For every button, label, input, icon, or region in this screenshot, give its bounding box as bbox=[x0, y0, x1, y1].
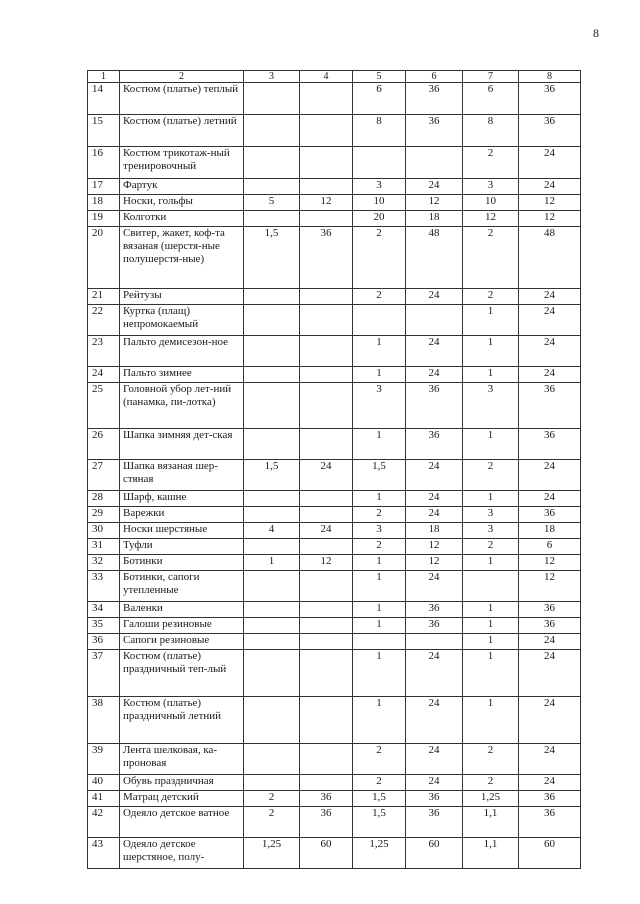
value-cell-col-4 bbox=[300, 336, 353, 367]
value-cell-col-5: 6 bbox=[353, 83, 406, 115]
value-cell-col-6: 24 bbox=[406, 179, 463, 195]
value-cell-col-6: 12 bbox=[406, 539, 463, 555]
table-row bbox=[88, 634, 581, 650]
row-number-cell: 38 bbox=[88, 697, 120, 744]
table-row bbox=[88, 491, 581, 507]
value-cell-col-8: 24 bbox=[519, 744, 581, 775]
value-cell-col-4: 36 bbox=[300, 791, 353, 807]
value-cell-col-6: 24 bbox=[406, 775, 463, 791]
value-cell-col-6: 36 bbox=[406, 618, 463, 634]
item-name-cell: Ботинки bbox=[120, 555, 244, 571]
table-row bbox=[88, 227, 581, 289]
value-cell-col-5: 1,5 bbox=[353, 807, 406, 838]
value-cell-col-3 bbox=[244, 775, 300, 791]
value-cell-col-3 bbox=[244, 491, 300, 507]
value-cell-col-4 bbox=[300, 571, 353, 602]
value-cell-col-4 bbox=[300, 383, 353, 429]
value-cell-col-7: 1,25 bbox=[463, 791, 519, 807]
item-name-cell: Ботинки, сапоги утепленные bbox=[120, 571, 244, 602]
table-row bbox=[88, 555, 581, 571]
value-cell-col-8: 6 bbox=[519, 539, 581, 555]
value-cell-col-7: 1,1 bbox=[463, 838, 519, 869]
value-cell-col-8: 48 bbox=[519, 227, 581, 289]
value-cell-col-6: 12 bbox=[406, 195, 463, 211]
value-cell-col-5 bbox=[353, 305, 406, 336]
value-cell-col-7 bbox=[463, 571, 519, 602]
value-cell-col-6: 24 bbox=[406, 367, 463, 383]
value-cell-col-3: 4 bbox=[244, 523, 300, 539]
value-cell-col-7: 1 bbox=[463, 618, 519, 634]
value-cell-col-4 bbox=[300, 211, 353, 227]
table-row bbox=[88, 83, 581, 115]
value-cell-col-5: 1,5 bbox=[353, 460, 406, 491]
value-cell-col-4: 12 bbox=[300, 195, 353, 211]
value-cell-col-4 bbox=[300, 115, 353, 147]
value-cell-col-3 bbox=[244, 507, 300, 523]
header-cell-4: 4 bbox=[300, 71, 353, 83]
value-cell-col-7: 2 bbox=[463, 227, 519, 289]
value-cell-col-7: 2 bbox=[463, 744, 519, 775]
row-number-cell: 22 bbox=[88, 305, 120, 336]
item-name-cell: Матрац детский bbox=[120, 791, 244, 807]
item-name-cell: Костюм трикотаж-ный тренировочный bbox=[120, 147, 244, 179]
value-cell-col-5: 1,25 bbox=[353, 838, 406, 869]
value-cell-col-3 bbox=[244, 305, 300, 336]
table-row bbox=[88, 523, 581, 539]
header-row bbox=[88, 71, 581, 83]
value-cell-col-6: 36 bbox=[406, 383, 463, 429]
row-number-cell: 29 bbox=[88, 507, 120, 523]
value-cell-col-7: 2 bbox=[463, 775, 519, 791]
value-cell-col-5: 2 bbox=[353, 227, 406, 289]
table-row bbox=[88, 602, 581, 618]
value-cell-col-5: 1 bbox=[353, 367, 406, 383]
value-cell-col-3 bbox=[244, 336, 300, 367]
row-number-cell: 23 bbox=[88, 336, 120, 367]
value-cell-col-5: 2 bbox=[353, 539, 406, 555]
value-cell-col-3 bbox=[244, 697, 300, 744]
item-name-cell: Рейтузы bbox=[120, 289, 244, 305]
value-cell-col-4 bbox=[300, 744, 353, 775]
row-number-cell: 17 bbox=[88, 179, 120, 195]
table-row bbox=[88, 838, 581, 869]
table-row bbox=[88, 744, 581, 775]
value-cell-col-3 bbox=[244, 571, 300, 602]
value-cell-col-6: 36 bbox=[406, 83, 463, 115]
row-number-cell: 21 bbox=[88, 289, 120, 305]
value-cell-col-5: 3 bbox=[353, 179, 406, 195]
value-cell-col-4 bbox=[300, 491, 353, 507]
row-number-cell: 14 bbox=[88, 83, 120, 115]
header-cell-7: 7 bbox=[463, 71, 519, 83]
item-name-cell: Туфли bbox=[120, 539, 244, 555]
row-number-cell: 36 bbox=[88, 634, 120, 650]
value-cell-col-6: 36 bbox=[406, 602, 463, 618]
row-number-cell: 16 bbox=[88, 147, 120, 179]
value-cell-col-8: 36 bbox=[519, 791, 581, 807]
value-cell-col-8: 24 bbox=[519, 650, 581, 697]
value-cell-col-7: 10 bbox=[463, 195, 519, 211]
value-cell-col-4 bbox=[300, 697, 353, 744]
row-number-cell: 24 bbox=[88, 367, 120, 383]
table-row bbox=[88, 650, 581, 697]
value-cell-col-8: 36 bbox=[519, 429, 581, 460]
row-number-cell: 43 bbox=[88, 838, 120, 869]
value-cell-col-5 bbox=[353, 634, 406, 650]
value-cell-col-4 bbox=[300, 83, 353, 115]
table-row bbox=[88, 571, 581, 602]
value-cell-col-5: 3 bbox=[353, 523, 406, 539]
table-row bbox=[88, 775, 581, 791]
value-cell-col-5 bbox=[353, 147, 406, 179]
item-name-cell: Свитер, жакет, коф-та вязаная (шерстя-ные полушерстя-ные) bbox=[120, 227, 244, 289]
row-number-cell: 18 bbox=[88, 195, 120, 211]
item-name-cell: Костюм (платье) теплый bbox=[120, 83, 244, 115]
value-cell-col-4: 36 bbox=[300, 807, 353, 838]
value-cell-col-8: 18 bbox=[519, 523, 581, 539]
value-cell-col-8: 12 bbox=[519, 571, 581, 602]
value-cell-col-3 bbox=[244, 83, 300, 115]
value-cell-col-8: 24 bbox=[519, 305, 581, 336]
value-cell-col-8: 24 bbox=[519, 336, 581, 367]
value-cell-col-6: 36 bbox=[406, 115, 463, 147]
value-cell-col-5: 1 bbox=[353, 697, 406, 744]
value-cell-col-8: 36 bbox=[519, 618, 581, 634]
item-name-cell: Головной убор лет-ний (панамка, пи-лотка) bbox=[120, 383, 244, 429]
item-name-cell: Фартук bbox=[120, 179, 244, 195]
value-cell-col-5: 2 bbox=[353, 775, 406, 791]
row-number-cell: 26 bbox=[88, 429, 120, 460]
value-cell-col-3 bbox=[244, 429, 300, 460]
value-cell-col-7: 1 bbox=[463, 429, 519, 460]
value-cell-col-4 bbox=[300, 367, 353, 383]
value-cell-col-8: 36 bbox=[519, 807, 581, 838]
table-row bbox=[88, 289, 581, 305]
value-cell-col-6: 24 bbox=[406, 336, 463, 367]
value-cell-col-6: 60 bbox=[406, 838, 463, 869]
item-name-cell: Обувь праздничная bbox=[120, 775, 244, 791]
value-cell-col-8: 60 bbox=[519, 838, 581, 869]
value-cell-col-7: 2 bbox=[463, 147, 519, 179]
value-cell-col-7: 3 bbox=[463, 507, 519, 523]
value-cell-col-4 bbox=[300, 602, 353, 618]
value-cell-col-7: 1 bbox=[463, 336, 519, 367]
value-cell-col-4 bbox=[300, 429, 353, 460]
item-name-cell: Колготки bbox=[120, 211, 244, 227]
value-cell-col-5: 1,5 bbox=[353, 791, 406, 807]
table-row bbox=[88, 336, 581, 367]
value-cell-col-6: 24 bbox=[406, 491, 463, 507]
item-name-cell: Одеяло детское шерстяное, полу- bbox=[120, 838, 244, 869]
value-cell-col-4: 60 bbox=[300, 838, 353, 869]
item-name-cell: Шапка зимняя дет-ская bbox=[120, 429, 244, 460]
item-name-cell: Костюм (платье) праздничный летний bbox=[120, 697, 244, 744]
value-cell-col-4 bbox=[300, 634, 353, 650]
value-cell-col-8: 12 bbox=[519, 211, 581, 227]
row-number-cell: 27 bbox=[88, 460, 120, 491]
value-cell-col-7: 3 bbox=[463, 523, 519, 539]
value-cell-col-4 bbox=[300, 650, 353, 697]
value-cell-col-7: 1 bbox=[463, 697, 519, 744]
value-cell-col-7: 1 bbox=[463, 602, 519, 618]
value-cell-col-6 bbox=[406, 147, 463, 179]
value-cell-col-6: 24 bbox=[406, 744, 463, 775]
item-name-cell: Одеяло детское ватное bbox=[120, 807, 244, 838]
row-number-cell: 31 bbox=[88, 539, 120, 555]
row-number-cell: 35 bbox=[88, 618, 120, 634]
value-cell-col-8: 12 bbox=[519, 195, 581, 211]
value-cell-col-5: 1 bbox=[353, 571, 406, 602]
value-cell-col-7: 1 bbox=[463, 305, 519, 336]
value-cell-col-6: 18 bbox=[406, 523, 463, 539]
row-number-cell: 37 bbox=[88, 650, 120, 697]
value-cell-col-6: 24 bbox=[406, 571, 463, 602]
value-cell-col-8: 36 bbox=[519, 383, 581, 429]
value-cell-col-5: 3 bbox=[353, 383, 406, 429]
row-number-cell: 32 bbox=[88, 555, 120, 571]
value-cell-col-6: 36 bbox=[406, 791, 463, 807]
value-cell-col-7: 1 bbox=[463, 491, 519, 507]
value-cell-col-5: 10 bbox=[353, 195, 406, 211]
value-cell-col-6: 24 bbox=[406, 507, 463, 523]
value-cell-col-7: 8 bbox=[463, 115, 519, 147]
row-number-cell: 20 bbox=[88, 227, 120, 289]
clothing-norms-table bbox=[87, 70, 581, 869]
value-cell-col-7: 1 bbox=[463, 555, 519, 571]
row-number-cell: 15 bbox=[88, 115, 120, 147]
table-row bbox=[88, 179, 581, 195]
table-row bbox=[88, 383, 581, 429]
item-name-cell: Шарф, кашне bbox=[120, 491, 244, 507]
value-cell-col-5: 1 bbox=[353, 650, 406, 697]
value-cell-col-5: 2 bbox=[353, 744, 406, 775]
value-cell-col-3: 1,25 bbox=[244, 838, 300, 869]
value-cell-col-4 bbox=[300, 775, 353, 791]
row-number-cell: 41 bbox=[88, 791, 120, 807]
table-row bbox=[88, 460, 581, 491]
value-cell-col-4 bbox=[300, 618, 353, 634]
value-cell-col-3 bbox=[244, 179, 300, 195]
value-cell-col-3: 2 bbox=[244, 791, 300, 807]
value-cell-col-6: 36 bbox=[406, 807, 463, 838]
value-cell-col-3: 2 bbox=[244, 807, 300, 838]
value-cell-col-3 bbox=[244, 147, 300, 179]
item-name-cell: Галоши резиновые bbox=[120, 618, 244, 634]
value-cell-col-3 bbox=[244, 367, 300, 383]
table-row bbox=[88, 367, 581, 383]
value-cell-col-4: 12 bbox=[300, 555, 353, 571]
row-number-cell: 34 bbox=[88, 602, 120, 618]
value-cell-col-7: 6 bbox=[463, 83, 519, 115]
value-cell-col-5: 1 bbox=[353, 429, 406, 460]
value-cell-col-3 bbox=[244, 289, 300, 305]
table-row bbox=[88, 618, 581, 634]
page-number: 8 bbox=[593, 26, 599, 40]
value-cell-col-5: 8 bbox=[353, 115, 406, 147]
row-number-cell: 40 bbox=[88, 775, 120, 791]
value-cell-col-5: 2 bbox=[353, 507, 406, 523]
value-cell-col-7: 2 bbox=[463, 289, 519, 305]
value-cell-col-7: 3 bbox=[463, 383, 519, 429]
value-cell-col-8: 24 bbox=[519, 367, 581, 383]
value-cell-col-8: 36 bbox=[519, 115, 581, 147]
value-cell-col-5: 1 bbox=[353, 555, 406, 571]
item-name-cell: Пальто зимнее bbox=[120, 367, 244, 383]
value-cell-col-3 bbox=[244, 211, 300, 227]
item-name-cell: Носки шерстяные bbox=[120, 523, 244, 539]
table-row bbox=[88, 791, 581, 807]
value-cell-col-7: 1 bbox=[463, 650, 519, 697]
item-name-cell: Пальто демисезон-ное bbox=[120, 336, 244, 367]
value-cell-col-3 bbox=[244, 539, 300, 555]
table-row bbox=[88, 507, 581, 523]
value-cell-col-6 bbox=[406, 634, 463, 650]
value-cell-col-8: 24 bbox=[519, 460, 581, 491]
header-cell-1: 1 bbox=[88, 71, 120, 83]
value-cell-col-4 bbox=[300, 147, 353, 179]
value-cell-col-4 bbox=[300, 305, 353, 336]
row-number-cell: 19 bbox=[88, 211, 120, 227]
row-number-cell: 42 bbox=[88, 807, 120, 838]
value-cell-col-7: 1 bbox=[463, 367, 519, 383]
value-cell-col-6: 48 bbox=[406, 227, 463, 289]
value-cell-col-8: 36 bbox=[519, 602, 581, 618]
value-cell-col-6 bbox=[406, 305, 463, 336]
header-cell-8: 8 bbox=[519, 71, 581, 83]
value-cell-col-5: 1 bbox=[353, 491, 406, 507]
value-cell-col-4: 36 bbox=[300, 227, 353, 289]
header-cell-2: 2 bbox=[120, 71, 244, 83]
value-cell-col-3 bbox=[244, 383, 300, 429]
value-cell-col-5: 2 bbox=[353, 289, 406, 305]
table-row bbox=[88, 211, 581, 227]
value-cell-col-7: 1,1 bbox=[463, 807, 519, 838]
value-cell-col-7: 1 bbox=[463, 634, 519, 650]
table-row bbox=[88, 429, 581, 460]
value-cell-col-4 bbox=[300, 539, 353, 555]
item-name-cell: Варежки bbox=[120, 507, 244, 523]
value-cell-col-8: 24 bbox=[519, 775, 581, 791]
table-row bbox=[88, 195, 581, 211]
value-cell-col-3 bbox=[244, 602, 300, 618]
table-row bbox=[88, 305, 581, 336]
value-cell-col-7: 2 bbox=[463, 460, 519, 491]
value-cell-col-4: 24 bbox=[300, 523, 353, 539]
value-cell-col-7: 12 bbox=[463, 211, 519, 227]
value-cell-col-6: 36 bbox=[406, 429, 463, 460]
item-name-cell: Носки, гольфы bbox=[120, 195, 244, 211]
value-cell-col-5: 20 bbox=[353, 211, 406, 227]
value-cell-col-7: 3 bbox=[463, 179, 519, 195]
value-cell-col-8: 24 bbox=[519, 147, 581, 179]
item-name-cell: Лента шелковая, ка-проновая bbox=[120, 744, 244, 775]
table-row bbox=[88, 147, 581, 179]
row-number-cell: 39 bbox=[88, 744, 120, 775]
value-cell-col-3 bbox=[244, 650, 300, 697]
row-number-cell: 25 bbox=[88, 383, 120, 429]
value-cell-col-8: 24 bbox=[519, 179, 581, 195]
header-cell-6: 6 bbox=[406, 71, 463, 83]
value-cell-col-3: 1 bbox=[244, 555, 300, 571]
row-number-cell: 33 bbox=[88, 571, 120, 602]
value-cell-col-6: 12 bbox=[406, 555, 463, 571]
value-cell-col-6: 24 bbox=[406, 650, 463, 697]
value-cell-col-8: 36 bbox=[519, 507, 581, 523]
item-name-cell: Сапоги резиновые bbox=[120, 634, 244, 650]
item-name-cell: Валенки bbox=[120, 602, 244, 618]
value-cell-col-5: 1 bbox=[353, 618, 406, 634]
table-row bbox=[88, 539, 581, 555]
row-number-cell: 30 bbox=[88, 523, 120, 539]
header-cell-5: 5 bbox=[353, 71, 406, 83]
value-cell-col-8: 24 bbox=[519, 491, 581, 507]
value-cell-col-6: 24 bbox=[406, 460, 463, 491]
value-cell-col-4 bbox=[300, 179, 353, 195]
value-cell-col-3 bbox=[244, 115, 300, 147]
value-cell-col-4: 24 bbox=[300, 460, 353, 491]
item-name-cell: Шапка вязаная шер-стяная bbox=[120, 460, 244, 491]
value-cell-col-3: 1,5 bbox=[244, 460, 300, 491]
value-cell-col-8: 12 bbox=[519, 555, 581, 571]
table-row bbox=[88, 807, 581, 838]
value-cell-col-4 bbox=[300, 507, 353, 523]
value-cell-col-4 bbox=[300, 289, 353, 305]
table-row bbox=[88, 697, 581, 744]
value-cell-col-8: 24 bbox=[519, 634, 581, 650]
value-cell-col-8: 24 bbox=[519, 697, 581, 744]
value-cell-col-3 bbox=[244, 744, 300, 775]
item-name-cell: Костюм (платье) праздничный теп-лый bbox=[120, 650, 244, 697]
value-cell-col-6: 24 bbox=[406, 289, 463, 305]
value-cell-col-3: 1,5 bbox=[244, 227, 300, 289]
value-cell-col-3 bbox=[244, 634, 300, 650]
value-cell-col-3 bbox=[244, 618, 300, 634]
table-row bbox=[88, 115, 581, 147]
item-name-cell: Костюм (платье) летний bbox=[120, 115, 244, 147]
value-cell-col-6: 18 bbox=[406, 211, 463, 227]
row-number-cell: 28 bbox=[88, 491, 120, 507]
value-cell-col-6: 24 bbox=[406, 697, 463, 744]
value-cell-col-7: 2 bbox=[463, 539, 519, 555]
item-name-cell: Куртка (плащ) непромокаемый bbox=[120, 305, 244, 336]
value-cell-col-8: 36 bbox=[519, 83, 581, 115]
value-cell-col-5: 1 bbox=[353, 336, 406, 367]
header-cell-3: 3 bbox=[244, 71, 300, 83]
value-cell-col-8: 24 bbox=[519, 289, 581, 305]
value-cell-col-3: 5 bbox=[244, 195, 300, 211]
value-cell-col-5: 1 bbox=[353, 602, 406, 618]
